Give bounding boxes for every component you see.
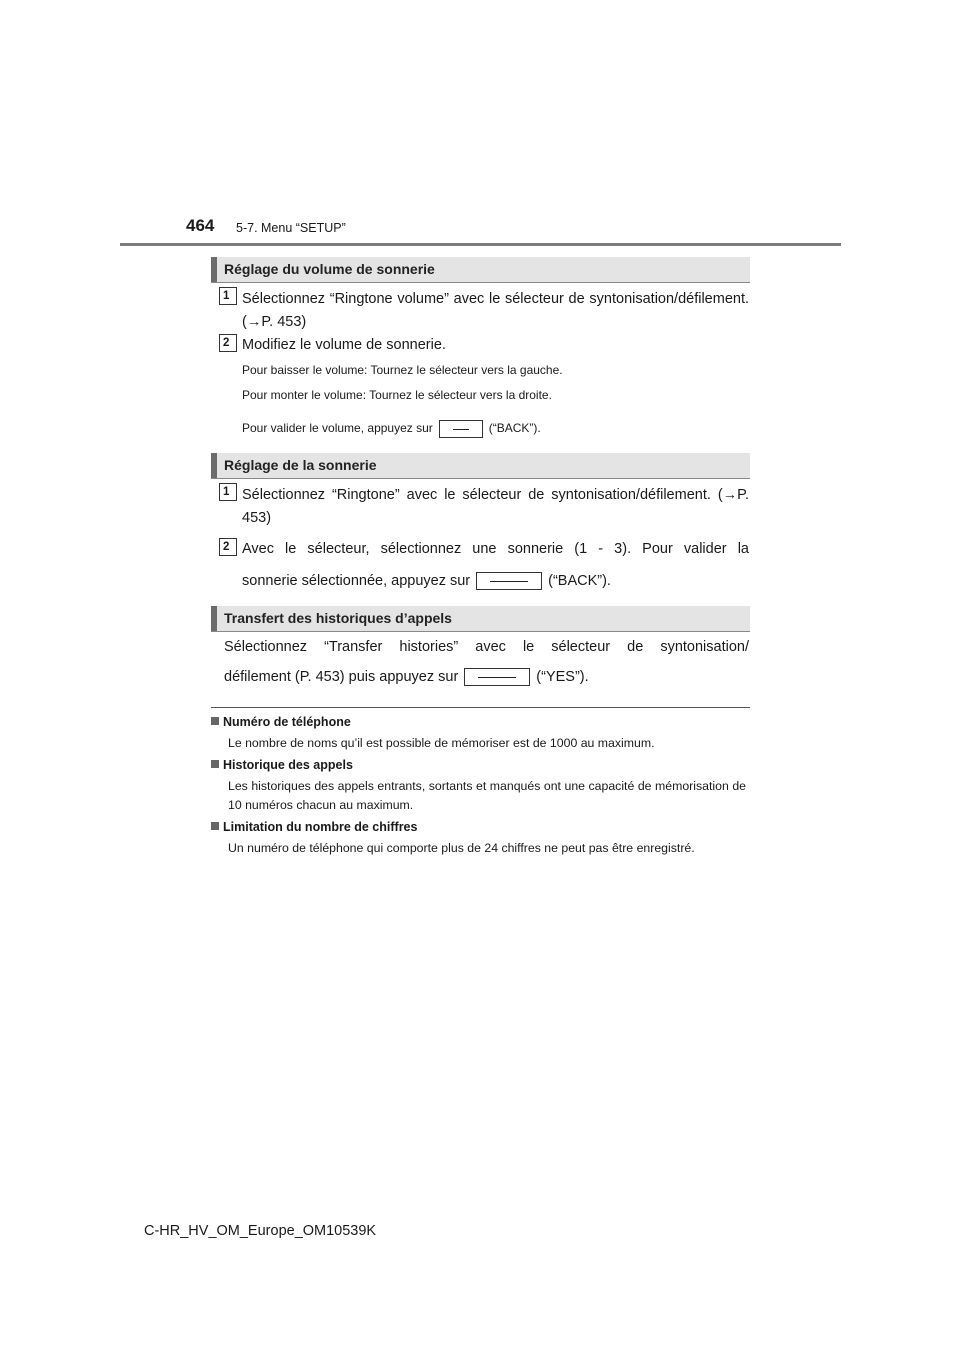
section-accent xyxy=(211,257,217,282)
section-accent xyxy=(211,453,217,478)
transfer-text-suffix: (“YES”). xyxy=(536,669,589,685)
detail-text: Pour baisser le volume: Tournez le sélecteur vers la gauche. xyxy=(242,363,563,377)
section-header-ringtone xyxy=(211,453,750,479)
footer-doc-code: C-HR_HV_OM_Europe_OM10539K xyxy=(144,1223,377,1239)
note-heading xyxy=(211,715,351,729)
step-text-prefix: sonnerie sélectionnée, appuyez sur xyxy=(242,573,471,589)
back-button-icon xyxy=(476,572,542,590)
section-title: Transfert des historiques d’appels xyxy=(224,610,452,626)
note-heading xyxy=(211,758,353,772)
page-number: 464 xyxy=(186,216,215,235)
confirm-instruction xyxy=(242,420,541,438)
detail-text: Pour monter le volume: Tournez le sélecteur vers la droite. xyxy=(242,388,552,402)
section-title: Réglage de la sonnerie xyxy=(224,457,377,473)
confirm-prefix: Pour valider le volume, appuyez sur xyxy=(242,421,433,436)
step-number-badge: 2 xyxy=(219,538,237,556)
step-number-badge: 1 xyxy=(219,287,237,305)
square-bullet-icon xyxy=(211,760,219,768)
transfer-text-line: Sélectionnez “Transfer histories” avec le sélecteur de syntonisation/ xyxy=(224,639,749,655)
square-bullet-icon xyxy=(211,717,219,725)
note-body: Les historiques des appels entrants, sortants et manqués ont une capacité de mémorisation de 10 numéros chacun au maximum. xyxy=(228,779,746,812)
step-text: Sélectionnez “Ringtone volume” avec le sélecteur de syntonisation/défilement. (→P. 453) xyxy=(242,291,749,330)
transfer-text-line xyxy=(224,666,589,689)
confirm-suffix: (“BACK”). xyxy=(488,421,541,436)
back-button-icon xyxy=(439,420,483,438)
note-body: Un numéro de téléphone qui comporte plus de 24 chiffres ne peut pas être enregistré. xyxy=(228,841,695,855)
note-body: Le nombre de noms qu’il est possible de mémoriser est de 1000 au maximum. xyxy=(228,736,655,750)
step-text: Modifiez le volume de sonnerie. xyxy=(242,337,446,353)
step-text: Sélectionnez “Ringtone” avec le sélecteur de syntonisation/défilement. (→P. 453) xyxy=(242,487,749,526)
section-header-transfer-histories xyxy=(211,606,750,632)
note-title: Numéro de téléphone xyxy=(223,715,351,729)
square-bullet-icon xyxy=(211,822,219,830)
transfer-text-prefix: défilement (P. 453) puis appuyez sur xyxy=(224,669,459,685)
chapter-title: 5-7. Menu “SETUP” xyxy=(236,221,346,235)
section-header-ringtone-volume xyxy=(211,257,750,283)
yes-button-icon xyxy=(464,668,530,686)
section-accent xyxy=(211,606,217,631)
step-text-suffix: (“BACK”). xyxy=(548,573,611,589)
note-title: Historique des appels xyxy=(223,758,353,772)
step-text-line: Avec le sélecteur, sélectionnez une sonnerie (1 - 3). Pour valider la xyxy=(242,541,749,557)
step-text-line xyxy=(242,570,611,593)
header-divider xyxy=(120,243,841,246)
step-number-badge: 2 xyxy=(219,334,237,352)
notes-divider xyxy=(211,707,750,708)
note-heading xyxy=(211,820,417,834)
note-title: Limitation du nombre de chiffres xyxy=(223,820,418,834)
section-title: Réglage du volume de sonnerie xyxy=(224,261,435,277)
step-number-badge: 1 xyxy=(219,483,237,501)
